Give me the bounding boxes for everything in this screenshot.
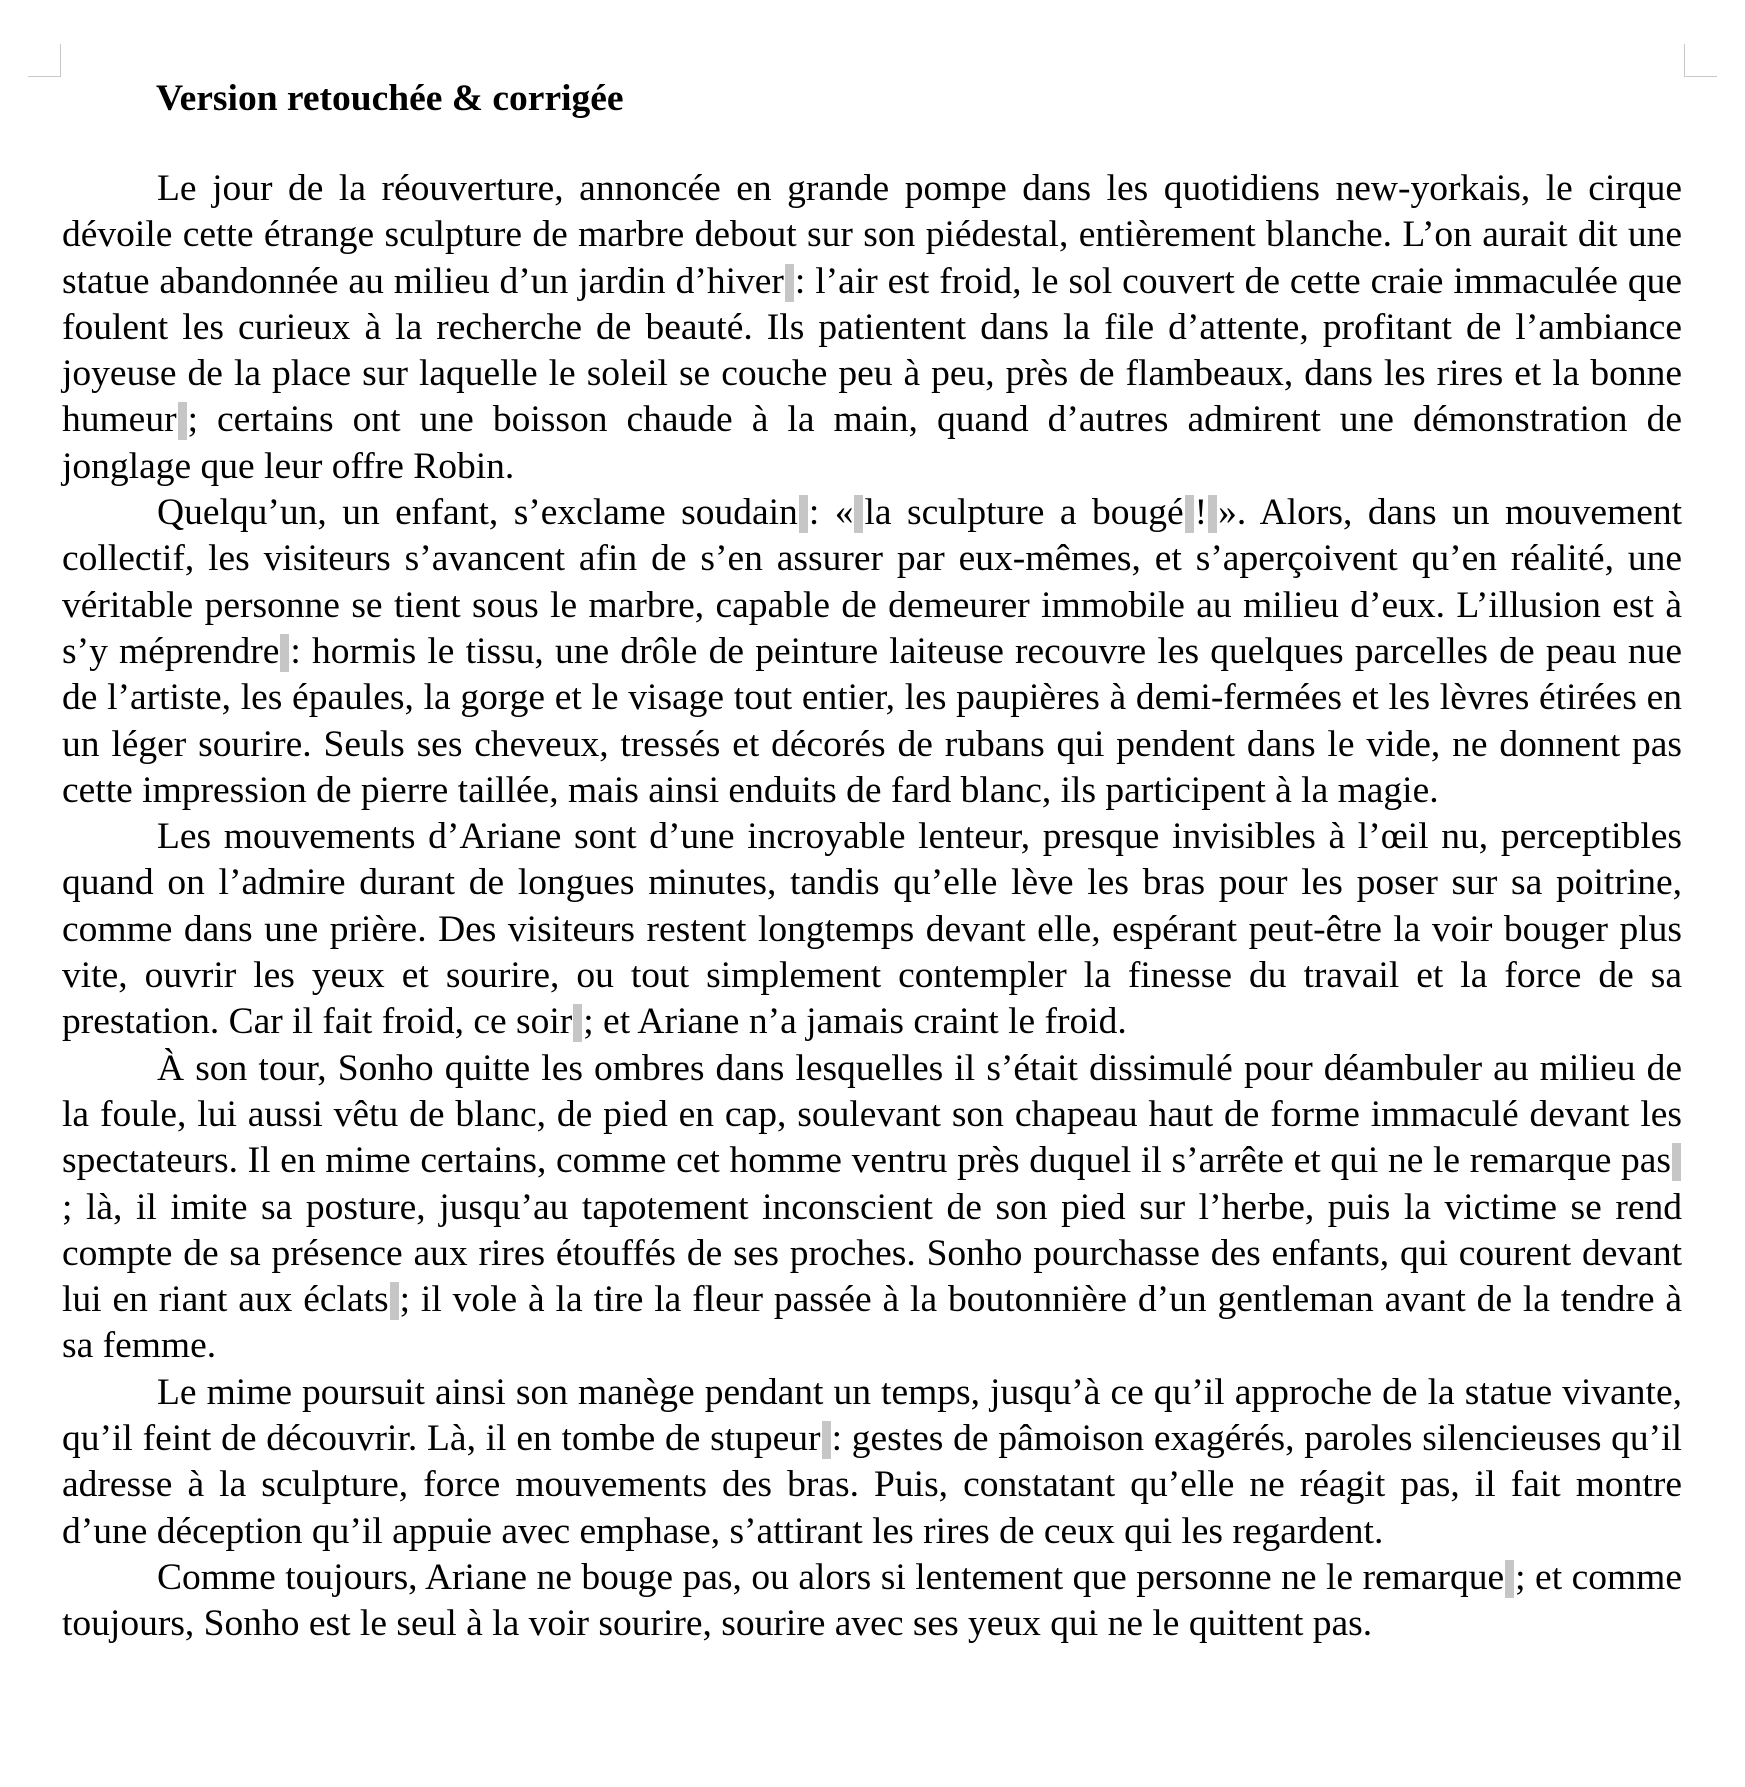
nbsp-marker [573, 1004, 582, 1042]
nbsp-marker [854, 495, 863, 533]
document-body[interactable] [62, 76, 1682, 1648]
nbsp-marker [1505, 1560, 1514, 1598]
text-run: Le jour de la réouverture, annoncée en grande pompe dans les quotidiens new-yorkais, le cirque dévoile cette étrange sculpture de marbre debout sur son piédestal, entièrement blanche. L’on aurait dit une statue abandonnée au milieu d’un jardin d’hiver [62, 168, 1682, 302]
paragraph [62, 1370, 1682, 1555]
text-run: ; et Ariane n’a jamais craint le froid. [583, 1001, 1127, 1043]
crop-mark-top-right [1684, 44, 1717, 77]
text-run: ; là, il imite sa posture, jusqu’au tapotement inconscient de son pied sur l’herbe, puis la victime se rend compte de sa présence aux rires étouffés de ses proches. Sonho pourchasse des enfants, qui courent devant lui en riant aux éclats [62, 1186, 1682, 1321]
text-run: ; certains ont une boisson chaude à la main, quand d’autres admirent une démonstration de jonglage que leur offre Robin. [62, 399, 1682, 487]
nbsp-marker [1208, 495, 1217, 533]
text-run: À son tour, Sonho quitte les ombres dans lesquelles il s’était dissimulé pour déambuler au milieu de la foule, lui aussi vêtu de blanc, de pied en cap, soulevant son chapeau haut de forme immaculé devant les spectateurs. Il en mime certains, comme cet homme ventru près duquel il s’arrête et qui ne le remarque pas [62, 1047, 1682, 1182]
text-run: Les mouvements d’Ariane sont d’une incroyable lenteur, presque invisibles à l’œil nu, perceptibles quand on l’admire durant de longues minutes, tandis qu’elle lève les bras pour les poser sur sa poitrine, comme dans une prière. Des visiteurs restent longtemps devant elle, espérant peut-être la voir bouger plus vite, ouvrir les yeux et sourire, ou tout simplement contempler la finesse du travail et la force de sa prestation. Car il fait froid, ce soir [62, 816, 1682, 1043]
nbsp-marker [822, 1421, 831, 1459]
nbsp-marker [1185, 495, 1194, 533]
text-run: ». Alors, dans un mouvement collectif, les visiteurs s’avancent afin de s’en assurer par eux-mêmes, et s’aperçoivent qu’en réalité, une véritable personne se tient sous le marbre, capable de demeurer immobile au milieu d’eux. L’illusion est à s’y méprendre [62, 492, 1683, 672]
paragraph [62, 1555, 1682, 1648]
text-run: Quelqu’un, un enfant, s’exclame soudain [157, 492, 798, 534]
paragraph [62, 490, 1682, 814]
text-run: Le mime poursuit ainsi son manège pendant un temps, jusqu’à ce qu’il approche de la statue vivante, qu’il feint de découvrir. Là, il en tombe de stupeur [62, 1371, 1682, 1460]
nbsp-marker [785, 264, 794, 302]
text-run: ; et comme toujours, Sonho est le seul à la voir sourire, sourire avec ses yeux qui ne le quittent pas. [62, 1556, 1682, 1645]
crop-mark-top-left [28, 44, 61, 77]
document-title: Version retouchée & corrigée [156, 78, 624, 119]
text-run: : gestes de pâmoison exagérés, paroles silencieuses qu’il adresse à la sculpture, force mouvements des bras. Puis, constatant qu’elle ne réagit pas, il fait montre d’une déception qu’il appuie avec emphase, s’attirant les rires de ceux qui les regardent. [62, 1418, 1683, 1552]
text-run: : « [808, 492, 854, 534]
text-run: Comme toujours, Ariane ne bouge pas, ou alors si lentement que personne ne le remarque [157, 1556, 1505, 1598]
paragraph [62, 166, 1682, 490]
nbsp-marker [799, 495, 808, 533]
paragraph [62, 1046, 1682, 1370]
text-run: : l’air est froid, le sol couvert de cette craie immaculée que foulent les curieux à la recherche de beauté. Ils patientent dans la file d’attente, profitant de l’ambiance joyeuse de la place sur laquelle le soleil se couche peu à peu, près de flambeaux, dans les rires et la bonne humeur [62, 260, 1682, 441]
nbsp-marker [1672, 1143, 1681, 1181]
paragraph [62, 814, 1682, 1045]
nbsp-marker [390, 1282, 399, 1320]
text-run: : hormis le tissu, une drôle de peinture laiteuse recouvre les quelques parcelles de peau nue de l’artiste, les épaules, la gorge et le visage tout entier, les paupières à demi-fermées et les lèvres étirées en un léger sourire. Seuls ses cheveux, tressés et décorés de rubans qui pendent dans le vide, ne donnent pas cette impression de pierre taillée, mais ainsi enduits de fard blanc, ils participent à la magie. [62, 630, 1682, 811]
text-run: ; il vole à la tire la fleur passée à la boutonnière d’un gentleman avant de la tendre à sa femme. [62, 1279, 1682, 1367]
nbsp-marker [280, 634, 289, 672]
text-run: la sculpture a bougé [864, 492, 1184, 534]
nbsp-marker [178, 402, 187, 440]
text-run: ! [1194, 492, 1208, 534]
